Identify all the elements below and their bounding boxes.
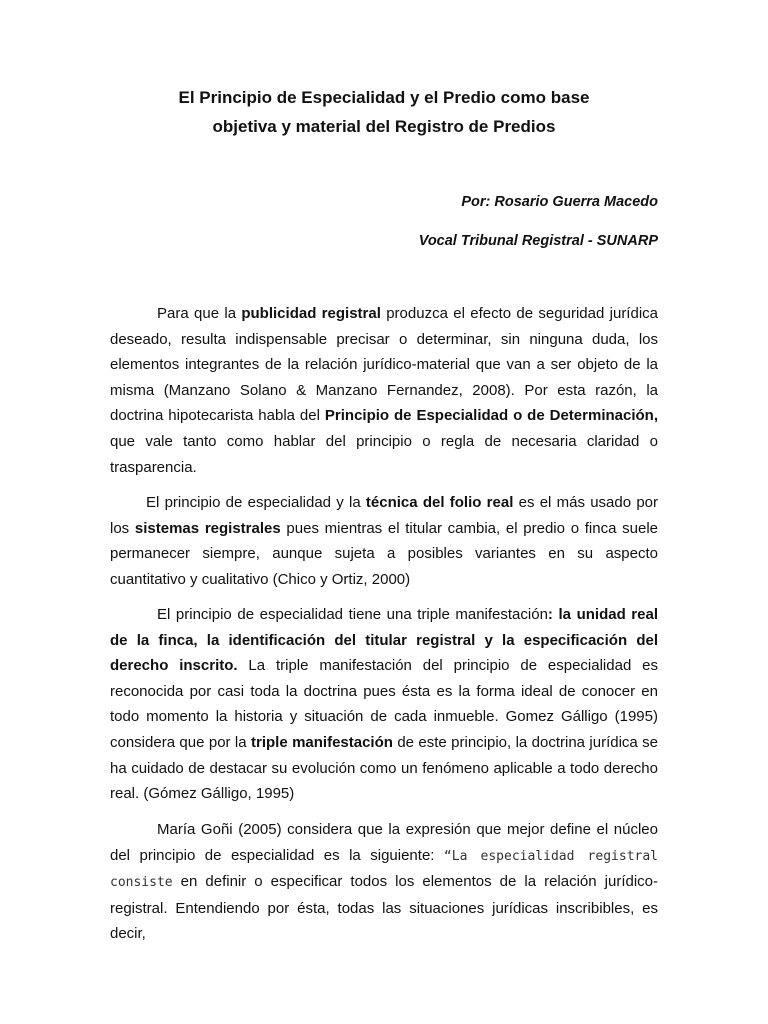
paragraph-2-text-2: es el más usado por los bbox=[110, 494, 658, 537]
paragraph-3-bold-1: : la unidad real de la finca, la identificación del titular registral y la especificación del derecho inscrito. bbox=[110, 606, 658, 675]
author-role: Vocal Tribunal Registral - SUNARP bbox=[418, 233, 658, 249]
author-byline: Por: Rosario Guerra Macedo bbox=[461, 194, 658, 210]
paragraph-2-text-3: pues mientras el titular cambia, el predio o finca suele permanecer siempre, aunque sujeta a posibles variantes en su aspecto cuantitativo y cualitativo (Chico y Ortiz, 2000) bbox=[110, 519, 658, 588]
paragraph-2-bold-2: sistemas registrales bbox=[134, 519, 281, 537]
document-title-line-1: El Principio de Especialidad y el Predio como base bbox=[178, 88, 590, 107]
paragraph-4-text-2: en definir o especificar todos los elementos de la relación jurídico-registral. Entendiendo por ésta, todas las situaciones jurídicas inscribibles, es decir, bbox=[110, 873, 658, 943]
paragraph-2-bold-1: técnica del folio real bbox=[365, 494, 514, 511]
paragraph-1-text-1: Para que la bbox=[157, 305, 242, 322]
paragraph-3-text-3: de este principio, la doctrina jurídica se ha cuidado de destacar su evolución como un fenómeno aplicable a todo derecho real. (Gómez Gálligo, 1995) bbox=[110, 733, 658, 803]
paragraph-2 bbox=[110, 490, 658, 592]
paragraph-1 bbox=[110, 301, 658, 480]
paragraph-4 bbox=[110, 817, 658, 947]
paragraph-2-text-1: El principio de especialidad y la bbox=[146, 494, 366, 511]
paragraph-1-text-3: que vale tanto como hablar del principio o regla de necesaria claridad o trasparencia. bbox=[110, 432, 658, 476]
paragraph-4-quote: “La especialidad registral consiste bbox=[110, 848, 659, 891]
paragraph-4-text-1: María Goñi (2005) considera que la expresión que mejor define el núcleo del principio de especialidad es la siguiente: bbox=[110, 821, 658, 864]
paragraph-3-text-1: El principio de especialidad tiene una triple manifestación bbox=[157, 606, 548, 623]
paragraph-1-bold-2: Principio de Especialidad o de Determinación, bbox=[324, 407, 658, 425]
paragraph-3-text-2: La triple manifestación del principio de especialidad es reconocida por casi toda la doctrina pues ésta es la forma ideal de conocer en todo momento la historia y situación de cada inmueble. Gomez Gálligo (1995) considera que por la bbox=[110, 657, 658, 751]
paragraph-1-text-2: produzca el efecto de seguridad jurídica deseado, resulta indispensable precisar o determinar, sin ninguna duda, los elementos integrantes de la relación jurídico-material que van a ser objeto de la misma (Manzano Solano & Manzano Fernandez, 2008). Por esta razón, la doctrina hipotecarista habla del bbox=[110, 305, 658, 425]
document-title-line-2: objetiva y material del Registro de Predios bbox=[212, 117, 556, 136]
paragraph-1-bold-1: publicidad registral bbox=[241, 305, 381, 322]
paragraph-3-bold-2: triple manifestación bbox=[251, 733, 393, 751]
paragraph-3 bbox=[110, 602, 658, 807]
